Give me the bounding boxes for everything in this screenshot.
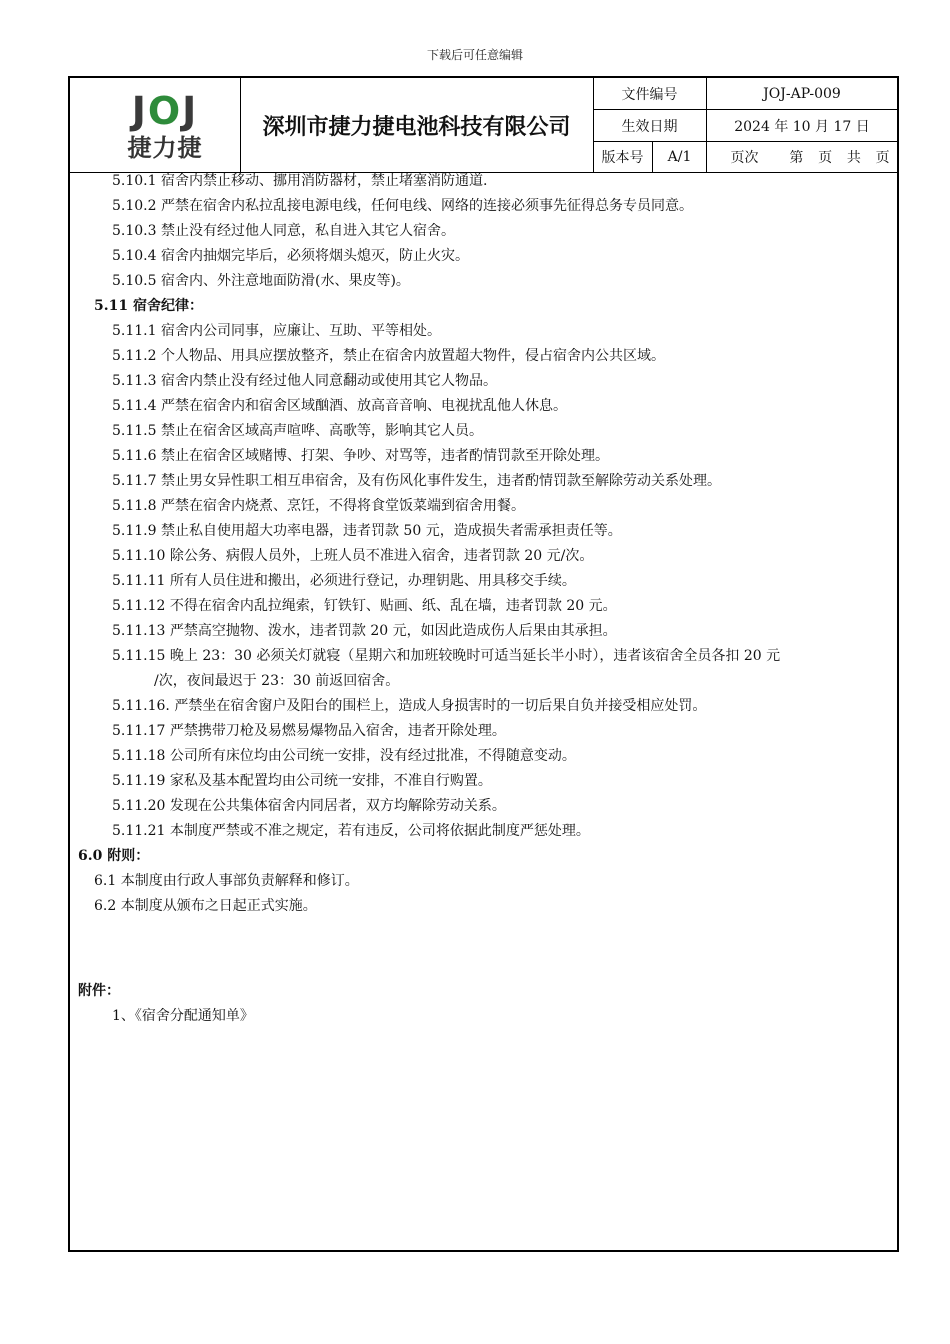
- clause-line: 5.10.2 严禁在宿舍内私拉乱接电源电线，任何电线、网络的连接必须事先征得总务专员同意。: [112, 198, 693, 214]
- section-heading: 6.0 附则：: [78, 848, 150, 864]
- clause-line: 5.11.21 本制度严禁或不准之规定，若有违反，公司将依据此制度严惩处理。: [112, 823, 590, 839]
- clause-line: 5.10.1 宿舍内禁止移动、挪用消防器材，禁止堵塞消防通道.: [112, 173, 488, 189]
- top-note: 下载后可任意编辑: [426, 48, 523, 62]
- clause-line: 5.11.17 严禁携带刀枪及易燃易爆物品入宿舍，违者开除处理。: [112, 723, 506, 739]
- clause-line: 5.11.15 晚上 23：30 必须关灯就寝（星期六和加班较晚时可适当延长半小时），违者该宿舍全员各扣 20 元: [112, 648, 781, 664]
- logo-cell: [70, 78, 241, 172]
- effective-date-label: 生效日期: [593, 110, 707, 141]
- document-frame: [68, 76, 899, 1252]
- version-label: 版本号: [593, 142, 653, 172]
- clause-line: 5.11.6 禁止在宿舍区域赌博、打架、争吵、对骂等，违者酌情罚款至开除处理。: [112, 448, 609, 464]
- doc-no-value: JOJ-AP-009: [763, 85, 841, 102]
- document-header: [70, 78, 897, 172]
- clause-line: 5.11.3 宿舍内禁止没有经过他人同意翻动或使用其它人物品。: [112, 373, 497, 389]
- company-logo: [100, 89, 230, 164]
- clause-line: 6.1 本制度由行政人事部负责解释和修订。: [94, 873, 359, 889]
- logo-letter-o: O: [147, 89, 183, 133]
- version-value: A/1: [653, 142, 707, 172]
- page-part: 页: [875, 150, 890, 166]
- doc-no-label: 文件编号: [593, 78, 707, 109]
- document-meta-table: [593, 78, 897, 172]
- page-part: 第: [789, 150, 804, 166]
- clause-line: 5.11.4 严禁在宿舍内和宿舍区域酗酒、放高音音响、电视扰乱他人休息。: [112, 398, 567, 414]
- doc-no-row: [593, 78, 897, 110]
- clause-line: 5.11.12 不得在宿舍内乱拉绳索，钉铁钉、贴画、纸、乱在墙，违者罚款 20 元。: [112, 598, 617, 614]
- clause-line: 5.11.9 禁止私自使用超大功率电器，违者罚款 50 元，造成损失者需承担责任等。: [112, 523, 622, 539]
- clause-line: 5.11.2 个人物品、用具应摆放整齐，禁止在宿舍内放置超大物件，侵占宿舍内公共区域。: [112, 348, 665, 364]
- clause-line: 5.11.5 禁止在宿舍区域高声喧哗、高歌等，影响其它人员。: [112, 423, 483, 439]
- clause-line: 5.11.19 家私及基本配置均由公司统一安排，不准自行购置。: [112, 773, 492, 789]
- page-label: 页次: [730, 150, 759, 166]
- clause-line: 5.10.5 宿舍内、外注意地面防滑(水、果皮等)。: [112, 273, 410, 289]
- clause-continuation: /次，夜间最迟于 23：30 前返回宿舍。: [154, 673, 400, 689]
- logo-letters: [100, 89, 230, 133]
- company-name: 深圳市捷力捷电池科技有限公司: [240, 78, 594, 172]
- logo-chinese-name: 捷力捷: [127, 134, 203, 162]
- clause-line: 5.11.16. 严禁坐在宿舍窗户及阳台的围栏上，造成人身损害时的一切后果自负并接受相应处罚。: [112, 698, 707, 714]
- clause-line: 5.10.4 宿舍内抽烟完毕后，必须将烟头熄灭，防止火灾。: [112, 248, 469, 264]
- section-heading: 5.11 宿舍纪律：: [94, 298, 203, 314]
- effective-date-value: 2024 年 10 月 17 日: [734, 118, 870, 135]
- clause-line: 5.11.11 所有人员住进和搬出，必须进行登记，办理钥匙、用具移交手续。: [112, 573, 576, 589]
- attachment-heading: 附件：: [78, 983, 120, 999]
- clause-line: 5.10.3 禁止没有经过他人同意，私自进入其它人宿舍。: [112, 223, 455, 239]
- page-part: 页: [818, 150, 833, 166]
- page-value: [782, 142, 897, 172]
- clause-line: 5.11.18 公司所有床位均由公司统一安排，没有经过批准，不得随意变动。: [112, 748, 576, 764]
- clause-line: 5.11.20 发现在公共集体宿舍内同居者，双方均解除劳动关系。: [112, 798, 506, 814]
- effective-date-row: [593, 110, 897, 142]
- clause-line: 5.11.7 禁止男女异性职工相互串宿舍，及有伤风化事件发生，违者酌情罚款至解除劳动关系处理。: [112, 473, 721, 489]
- logo-letter-j2: J: [182, 89, 199, 133]
- version-page-row: [593, 142, 897, 172]
- page-part: 共: [846, 150, 861, 166]
- clause-line: 5.11.10 除公务、病假人员外，上班人员不准进入宿舍，违者罚款 20 元/次。: [112, 548, 594, 564]
- clause-line: 5.11.13 严禁高空抛物、泼水，违者罚款 20 元，如因此造成伤人后果由其承担。: [112, 623, 617, 639]
- clause-line: 5.11.1 宿舍内公司同事，应廉让、互助、平等相处。: [112, 323, 441, 339]
- clause-line: 5.11.8 严禁在宿舍内烧煮、烹饪，不得将食堂饭菜端到宿舍用餐。: [112, 498, 525, 514]
- logo-letter-j1: J: [131, 89, 148, 133]
- attachment-item: 1、《宿舍分配通知单》: [112, 1008, 254, 1024]
- clause-line: 6.2 本制度从颁布之日起正式实施。: [94, 898, 317, 914]
